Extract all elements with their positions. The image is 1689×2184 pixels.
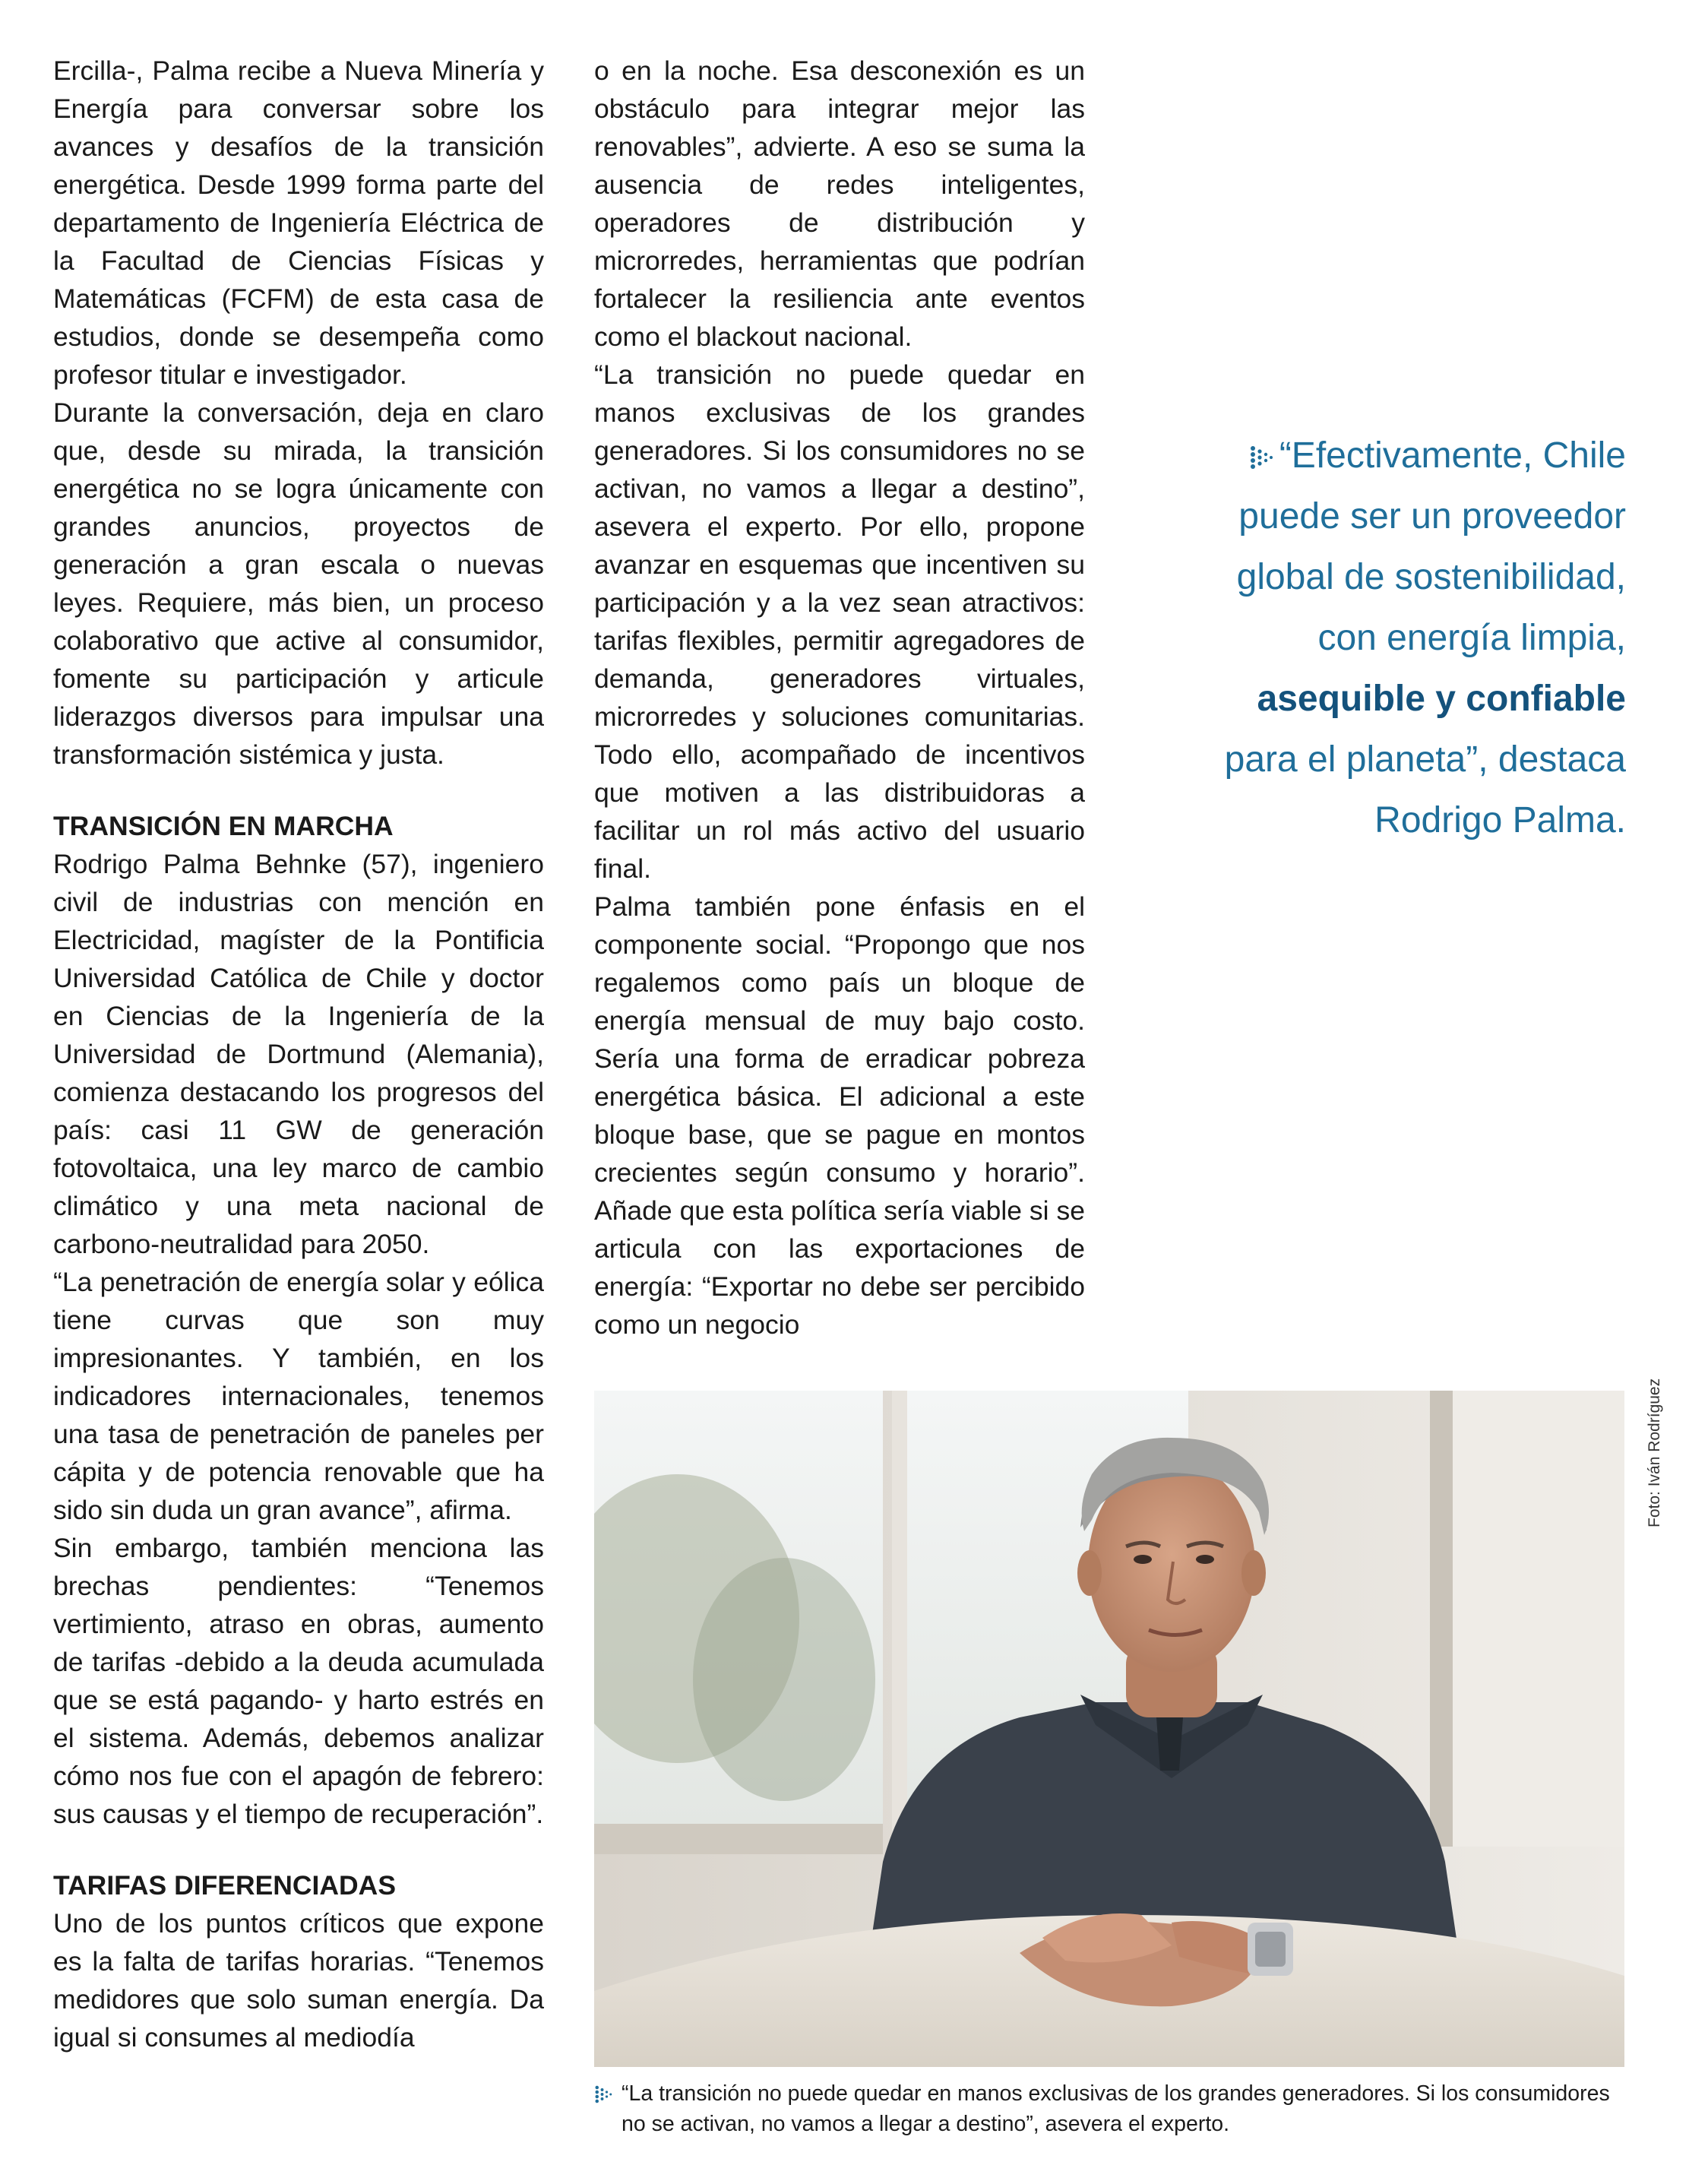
paragraph: Ercilla-, Palma recibe a Nueva Minería y Energía para conversar sobre los avances y desafíos de la transición energética. Desde 1999 forma parte del departamento de Ingeniería Eléctrica de la Facultad de Ciencias Físicas y Matemáticas (FCFM) de esta casa de estudios, donde se desempeña como profesor titular e investigador. xyxy=(53,55,544,390)
portrait-photo xyxy=(594,1391,1624,2067)
pull-quote-text: “Efectivamente, Chile puede ser un proveedor global de sostenibilidad, con energía limpia, xyxy=(1236,435,1626,658)
dotted-arrow-icon xyxy=(1249,445,1273,470)
portrait-illustration xyxy=(594,1391,1624,2067)
paragraph: Rodrigo Palma Behnke (57), ingeniero civil de industrias con mención en Electricidad, magíster de la Pontificia Universidad Católica de Chile y doctor en Ciencias de la Ingeniería de la Universidad de Dortmund (Alemania), comienza destacando los progresos del país: casi 11 GW de generación fotovoltaica, una ley marco de cambio climático y una meta nacional de carbono-neutralidad para 2050. xyxy=(53,849,544,1259)
paragraph: “La penetración de energía solar y eólica tiene curvas que son muy impresionantes. Y también, en los indicadores internacionales, tenemos una tasa de penetración de paneles per cápita y de potencia renovable que ha sido sin duda un gran avance”, afirma. xyxy=(53,1267,544,1525)
pull-quote-emphasis: asequible y confiable xyxy=(1257,679,1626,719)
photo-caption xyxy=(594,2078,1627,2139)
dotted-arrow-icon xyxy=(594,2084,612,2104)
paragraph: Durante la conversación, deja en claro que, desde su mirada, la transición energética no se logra únicamente con grandes anuncios, proyectos de generación a gran escala o nuevas leyes. Requiere, más bien, un proceso colaborativo que active al consumidor, fomente su participación y articule liderazgos diversos para impulsar una transformación sistémica y justa. xyxy=(53,397,544,770)
paragraph: Palma también pone énfasis en el componente social. “Propongo que nos regalemos como país un bloque de energía mensual de muy bajo costo. Sería una forma de erradicar pobreza energética básica. El adicional a este bloque base, que se pague en montos crecientes según consumo y horario”. Añade que esta política sería viable si se articula con las exportaciones de energía: “Exportar no debe ser percibido como un negocio xyxy=(594,891,1085,1340)
paragraph: Uno de los puntos críticos que expone es la falta de tarifas horarias. “Tenemos medidores que solo suman energía. Da igual si consumes al mediodía xyxy=(53,1908,544,2053)
article-column-right xyxy=(594,52,1085,1344)
article-column-left xyxy=(53,52,544,2056)
section-heading: TRANSICIÓN EN MARCHA xyxy=(53,811,394,841)
photo-caption-text: “La transición no puede quedar en manos exclusivas de los grandes generadores. Si los consumidores no se activan, no vamos a llegar a destino”, asevera el experto. xyxy=(622,2081,1610,2136)
pull-quote xyxy=(1185,426,1626,851)
pull-quote-text: para el planeta”, destaca Rodrigo Palma. xyxy=(1224,739,1626,840)
section-heading: TARIFAS DIFERENCIADAS xyxy=(53,1870,396,1901)
paragraph: Sin embargo, también menciona las brechas pendientes: “Tenemos vertimiento, atraso en obras, aumento de tarifas -debido a la deuda acumulada que se está pagando- y harto estrés en el sistema. Además, debemos analizar cómo nos fue con el apagón de febrero: sus causas y el tiempo de recuperación”. xyxy=(53,1533,544,1829)
paragraph: o en la noche. Esa desconexión es un obstáculo para integrar mejor las renovables”, advierte. A eso se suma la ausencia de redes inteligentes, operadores de distribución y microrredes, herramientas que podrían fortalecer la resiliencia ante eventos como el blackout nacional. xyxy=(594,55,1085,352)
photo-credit xyxy=(1626,1378,1663,1619)
paragraph: “La transición no puede quedar en manos exclusivas de los grandes generadores. Si los consumidores no se activan, no vamos a llegar a destino”, asevera el experto. Por ello, propone avanzar en esquemas que incentiven su participación y a la vez sean atractivos: tarifas flexibles, permitir agregadores de demanda, generadores virtuales, microrredes y soluciones comunitarias. Todo ello, acompañado de incentivos que motiven a las distribuidoras a facilitar un rol más activo del usuario final. xyxy=(594,359,1085,884)
photo-credit-text: Foto: Iván Rodríguez xyxy=(1646,1378,1663,1527)
